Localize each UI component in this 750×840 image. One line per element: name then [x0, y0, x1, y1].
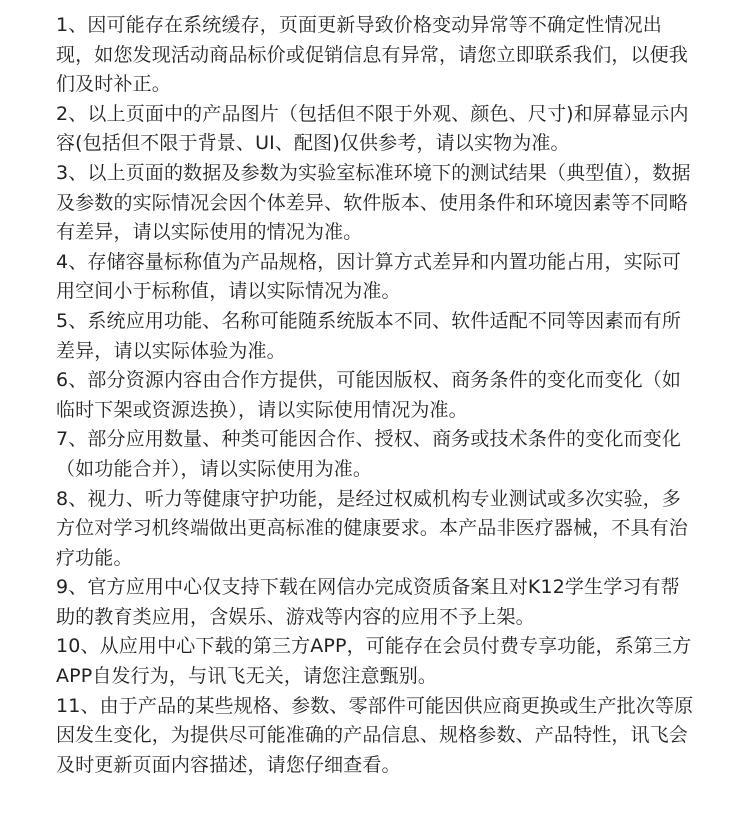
disclaimer-list: [56, 11, 698, 780]
disclaimer-item-9: 9、官方应用中心仅支持下载在网信办完成资质备案且对K12学生学习有帮助的教育类应用，含娱乐、游戏等内容的应用不予上架。: [56, 576, 680, 628]
disclaimer-item-11: 11、由于产品的某些规格、参数、零部件可能因供应商更换或生产批次等原因发生变化，为提供尽可能准确的产品信息、规格参数、产品特性，讯飞会及时更新页面内容描述，请您仔细查看。: [56, 694, 694, 776]
disclaimer-item-4: 4、存储容量标称值为产品规格，因计算方式差异和内置功能占用，实际可用空间小于标称值，请以实际情况为准。: [56, 250, 682, 303]
disclaimer-item-7: 7、部分应用数量、种类可能因合作、授权、商务或技术条件的变化而变化（如功能合并），请以实际使用为准。: [56, 428, 682, 480]
disclaimer-item-3: 3、以上页面的数据及参数为实验室标准环境下的测试结果（典型值），数据及参数的实际情况会因个体差异、软件版本、使用条件和环境因素等不同略有差异，请以实际使用的情况为准。: [56, 161, 691, 244]
disclaimer-item-8: 8、视力、听力等健康守护功能，是经过权威机构专业测试或多次实验，多方位对学习机终端做出更高标准的健康要求。本产品非医疗器械，不具有治疗功能。: [56, 487, 688, 569]
disclaimer-item-1: 1、因可能存在系统缓存，页面更新导致价格变动异常等不确定性情况出现，如您发现活动商品标价或促销信息有异常，请您立即联系我们，以便我们及时补正。: [56, 14, 688, 96]
disclaimer-item-5: 5、系统应用功能、名称可能随系统版本不同、软件适配不同等因素而有所差异，请以实际体验为准。: [56, 309, 682, 362]
disclaimer-item-10: 10、从应用中心下载的第三方APP，可能存在会员付费专享功能，系第三方APP自发行为，与讯飞无关，请您注意甄别。: [56, 635, 692, 688]
disclaimer-item-2: 2、以上页面中的产品图片（包括但不限于外观、颜色、尺寸)和屏幕显示内容(包括但不限于背景、UI、配图)仅供参考，请以实物为准。: [56, 102, 689, 155]
disclaimer-item-6: 6、部分资源内容由合作方提供，可能因版权、商务条件的变化而变化（如临时下架或资源迭换），请以实际使用情况为准。: [56, 369, 682, 421]
